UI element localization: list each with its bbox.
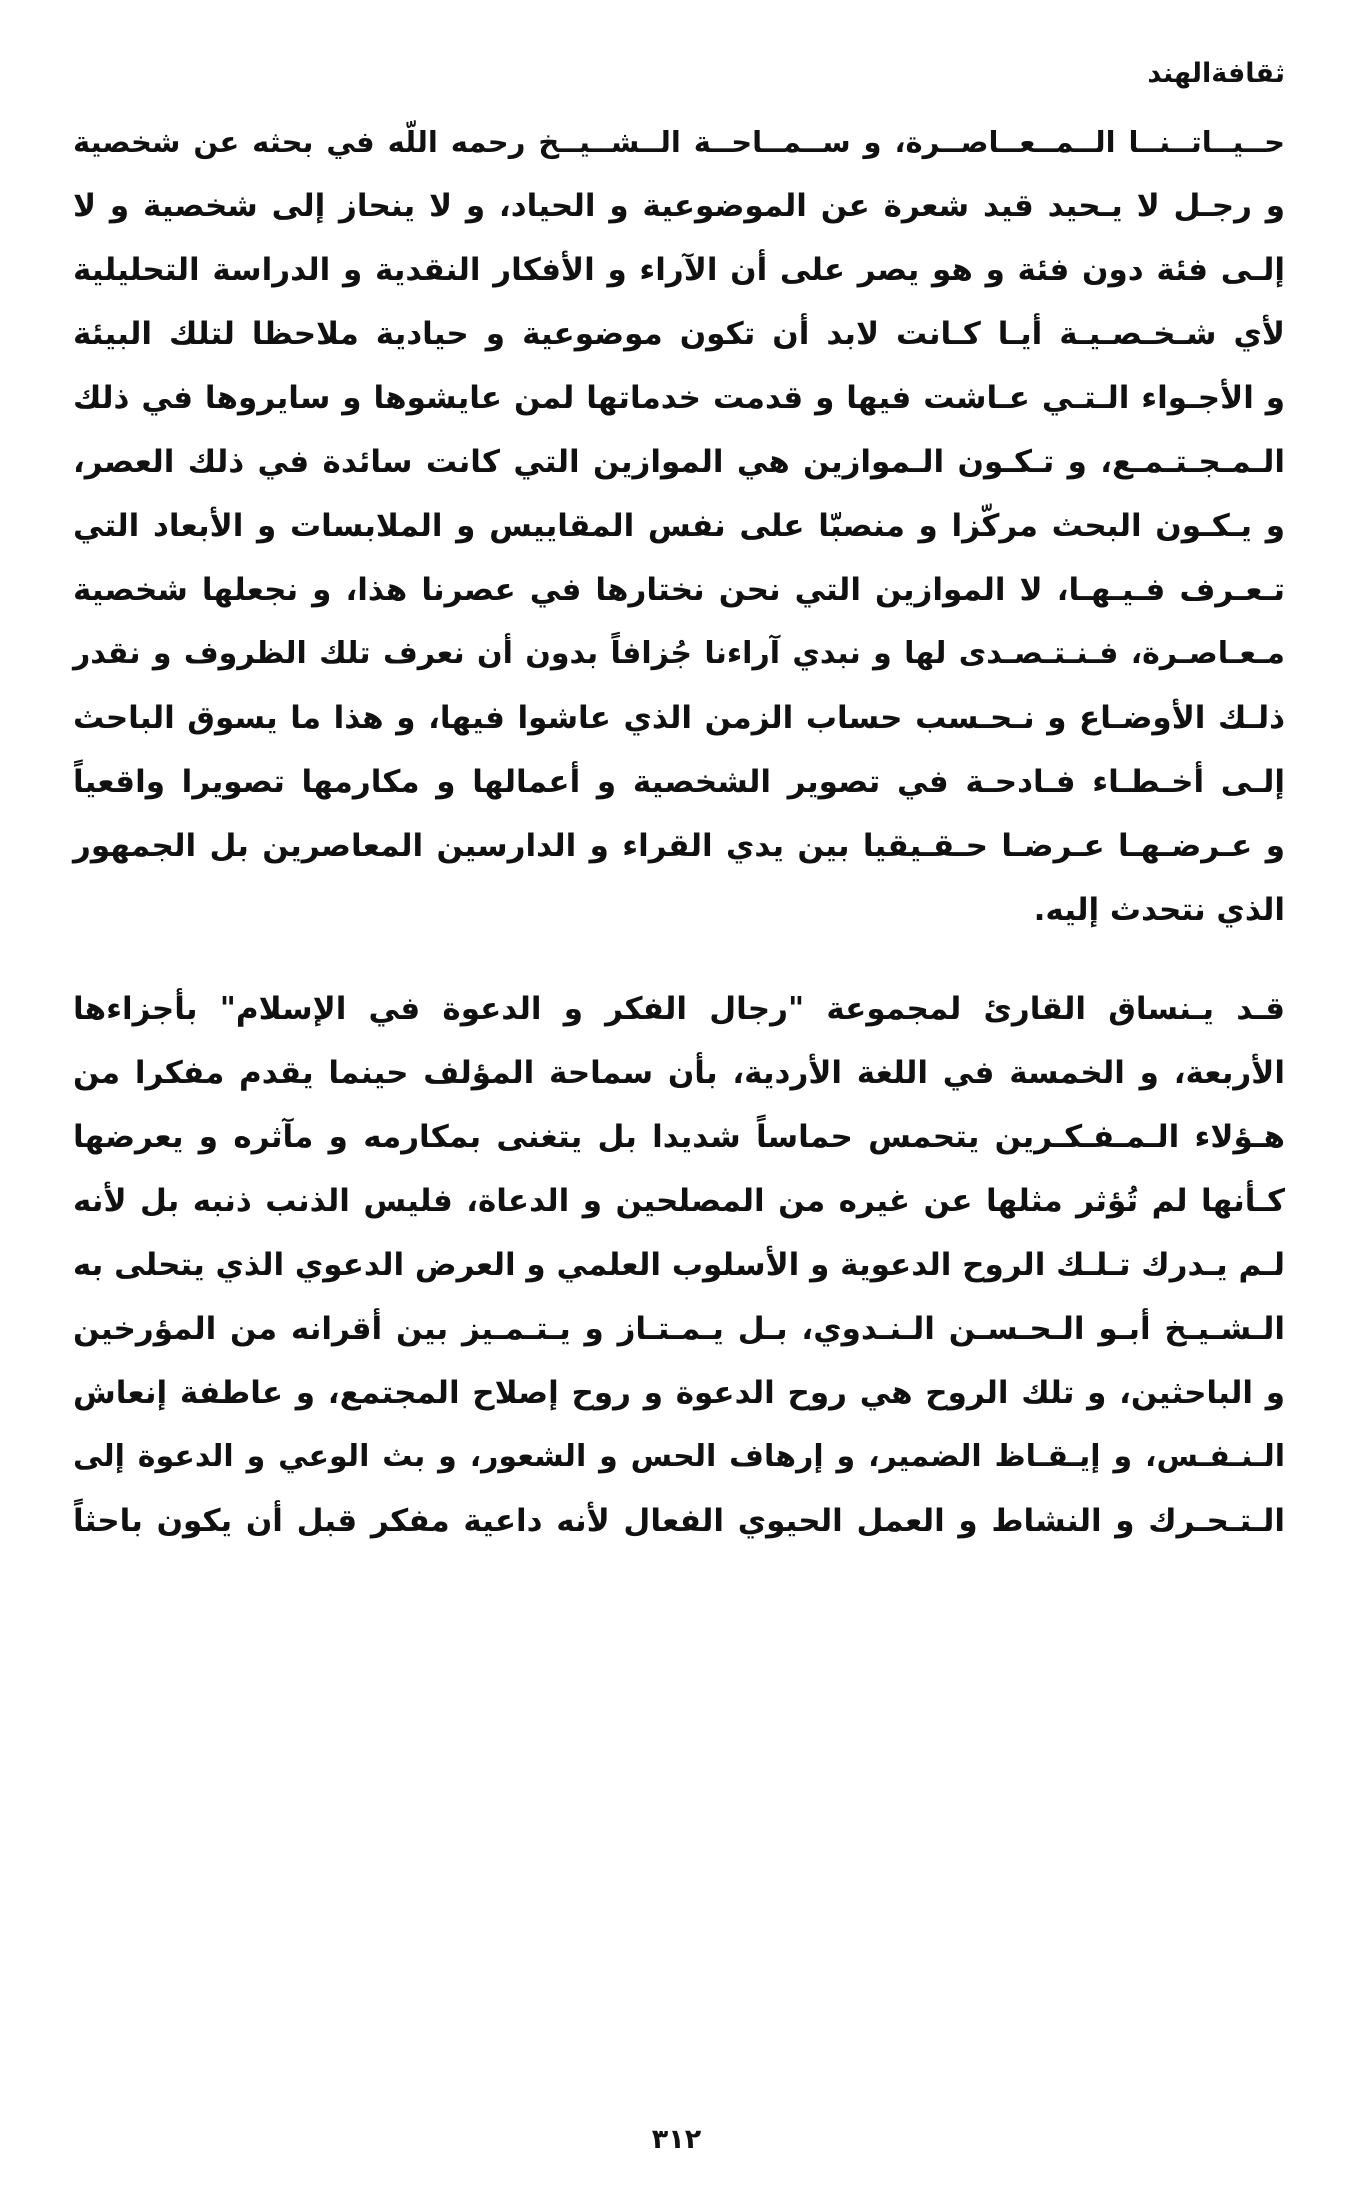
body-text-line: و الأجـواء الـتـي عـاشت فيها و قدمت خدماتها لمن عايشوها و سايروها في ذلك — [73, 380, 1285, 416]
body-text-line: الـشـيـخ أبـو الـحـسـن الـنـدوي، بـل يـمـتـاز و يـتـمـيز بين أقرانه من المؤرخين — [73, 1311, 1285, 1347]
body-text-line: الـتـحـرك و النشاط و العمل الحيوي الفعال لأنه داعية مفكر قبل أن يكون باحثاً — [73, 1503, 1285, 1539]
body-text-line: الـنـفـس، و إيـقـاظ الضمير، و إرهاف الحس و الشعور، و بث الوعي و الدعوة إلى — [73, 1439, 1285, 1474]
body-text-line: تـعـرف فـيـهـا، لا الموازين التي نحن نختارها في عصرنا هذا، و نجعلها شخصية — [73, 572, 1285, 608]
body-text-line: الـمـجـتـمـع، و تـكـون الـموازين هي الموازين التي كانت سائدة في ذلك العصر، — [73, 444, 1285, 480]
body-text-line: إلـى فئة دون فئة و هو يصر على أن الآراء و الأفكار النقدية و الدراسة التحليلية — [73, 252, 1285, 288]
body-text-line: لأي شـخـصـيـة أيـا كـانت لابد أن تكون موضوعية و حيادية ملاحظا لتلك البيئة — [73, 316, 1285, 352]
body-text-line: و رجـل لا يـحيد قيد شعرة عن الموضوعية و الحياد، و لا ينحاز إلى شخصية و لا — [73, 188, 1285, 224]
body-text-line: ذلـك الأوضـاع و نـحـسب حساب الزمن الذي عاشوا فيها، و هذا ما يسوق الباحث — [73, 700, 1285, 736]
body-text-line: و الباحثين، و تلك الروح هي روح الدعوة و روح إصلاح المجتمع، و عاطفة إنعاش — [73, 1375, 1285, 1411]
body-text-line: و عـرضـهـا عـرضـا حـقـيقيا بين يدي القراء و الدارسين المعاصرين بل الجمهور — [73, 828, 1285, 864]
body-text-line: لـم يـدرك تـلـك الروح الدعوية و الأسلوب العلمي و العرض الدعوي الذي يتحلى به — [72, 1247, 1285, 1283]
body-text-line: إلـى أخـطـاء فـادحـة في تصوير الشخصية و أعمالها و مكارمها تصويرا واقعياً — [73, 764, 1285, 800]
body-text-line: الذي نتحدث إليه. — [1033, 892, 1285, 928]
body-text-line: هـؤلاء الـمـفـكـرين يتحمس حماساً شديدا بل يتغنى بمكارمه و مآثره و يعرضها — [73, 1119, 1285, 1155]
body-text-line: قـد يـنساق القارئ لمجموعة "رجال الفكر و الدعوة في الإسلام" بأجزاءها — [73, 991, 1285, 1027]
body-text-line: مـعـاصـرة، فـنـتـصـدى لها و نبدي آراءنا جُزافاً بدون أن نعرف تلك الظروف و نقدر — [73, 636, 1285, 671]
body-text-line: و يـكـون البحث مركّزا و منصبّا على نفس المقاييس و الملابسات و الأبعاد التي — [73, 508, 1285, 544]
body-text-line: حــيــاتــنــا الــمــعــاصــرة، و ســمــاحــة الــشــيــخ رحمه اللّه في بحثه عن شخصية — [73, 125, 1285, 159]
running-header: ثقافةالهند — [1147, 58, 1285, 89]
body-text-line: الأربعة، و الخمسة في اللغة الأردية، بأن سماحة المؤلف حينما يقدم مفكرا من — [73, 1055, 1285, 1091]
body-text-line: كـأنها لم تُؤثر مثلها عن غيره من المصلحين و الدعاة، فليس الذنب ذنبه بل لأنه — [73, 1183, 1285, 1219]
page-number: ٣١٢ — [651, 2124, 702, 2155]
